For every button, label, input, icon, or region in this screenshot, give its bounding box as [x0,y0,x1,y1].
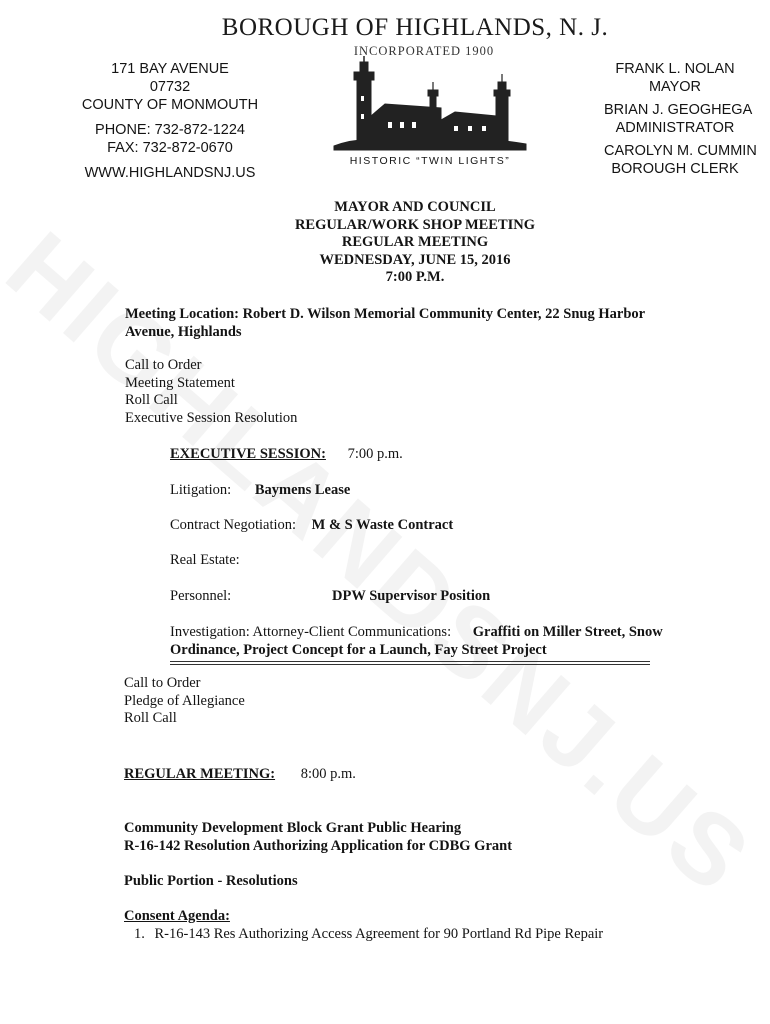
consent-agenda-item [134,926,603,943]
heading-line-2: REGULAR/WORK SHOP MEETING [294,216,536,233]
investigation-label: Investigation: Attorney-Client Communications: [170,624,452,640]
regular-meeting-label: REGULAR MEETING: [124,766,276,782]
contract-negotiation-value: M & S Waste Contract [311,517,454,533]
meeting-heading [0,199,770,287]
website: WWW.HIGHLANDSNJ.US [84,165,256,181]
personnel-row [170,588,491,605]
meeting-time: 7:00 P.M. [385,269,445,285]
real-estate-row [170,552,240,569]
executive-session-time: 7:00 p.m. [347,446,403,462]
investigation-row [170,623,663,659]
personnel-label: Personnel: [170,588,232,604]
list-item: Executive Session Resolution [125,409,298,426]
cdbg-resolution: R-16-142 Resolution Authorizing Application for CDBG Grant [124,838,513,854]
section-divider [170,661,650,665]
personnel-value: DPW Supervisor Position [332,588,491,604]
list-item: Pledge of Allegiance [124,692,245,709]
regular-meeting-row [124,766,356,783]
meeting-location-line-2: Avenue, Highlands [125,324,242,340]
mayor-title: MAYOR [648,79,702,95]
clerk-title: BOROUGH CLERK [611,161,739,177]
regular-meeting-time: 8:00 p.m. [300,766,356,782]
twin-lights-logo [330,56,530,168]
right-contact-block [590,60,770,178]
list-item: Meeting Statement [125,374,235,391]
meeting-location-line-1: Meeting Location: Robert D. Wilson Memorial Community Center, 22 Snug Harbor [125,306,646,322]
investigation-value-2: Ordinance, Project Concept for a Launch, Fay Street Project [170,642,547,658]
list-item: Roll Call [125,392,178,408]
heading-line-1: MAYOR AND COUNCIL [334,199,496,215]
meeting-location [125,305,685,341]
list-item: Call to Order [125,357,202,373]
phone: PHONE: 732-872-1224 [95,122,245,138]
consent-agenda-item-text: R-16-143 Res Authorizing Access Agreement for 90 Portland Rd Pipe Repair [154,926,604,942]
list-item: Call to Order [124,675,201,691]
meeting-date: WEDNESDAY, JUNE 15, 2016 [319,251,511,268]
left-contact-block [70,60,270,182]
opening-items-list [125,357,297,427]
investigation-value-1: Graffiti on Miller Street, Snow [472,624,663,640]
cdbg-hearing: Community Development Block Grant Public Hearing [124,820,462,836]
borough-title: BOROUGH OF HIGHLANDS, N. J. [221,14,609,41]
contract-negotiation-row [170,517,453,534]
incorporated-line: INCORPORATED 1900 [353,44,495,58]
administrator-name: BRIAN J. GEOGHEGA [604,102,753,118]
fax: FAX: 732-872-0670 [107,140,233,156]
county: COUNTY OF MONMOUTH [81,97,259,113]
real-estate-label: Real Estate: [170,552,240,568]
consent-agenda-item-number: 1. [134,926,145,942]
administrator-title: ADMINISTRATOR [615,120,735,136]
list-item: Roll Call [124,710,177,726]
clerk-name: CAROLYN M. CUMMIN [604,143,757,159]
litigation-value: Baymens Lease [254,482,351,498]
litigation-row [170,482,350,499]
public-portion: Public Portion - Resolutions [124,873,298,889]
cdbg-block [124,819,512,855]
address: 171 BAY AVENUE [111,61,229,77]
litigation-label: Litigation: [170,482,232,498]
executive-session-row [170,446,403,463]
executive-session-label: EXECUTIVE SESSION: [170,446,326,462]
contract-negotiation-label: Contract Negotiation: [170,517,297,533]
regular-opening-items-list [124,675,245,728]
logo-caption: HISTORIC “TWIN LIGHTS” [349,155,511,167]
zip-code: 07732 [149,79,191,95]
heading-line-3: REGULAR MEETING [341,234,489,250]
mayor-name: FRANK L. NOLAN [615,61,735,77]
consent-agenda-label: Consent Agenda: [124,908,230,924]
